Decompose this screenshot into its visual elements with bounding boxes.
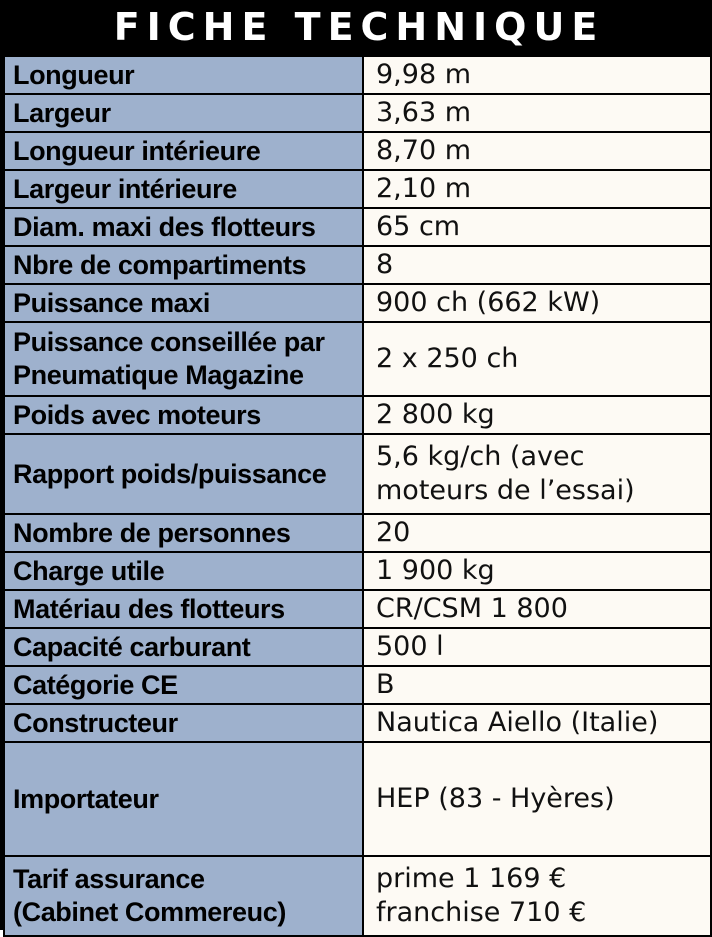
spec-value: 2,10 m (363, 170, 711, 208)
spec-row-rapport-poids-puissance (4, 434, 711, 514)
spec-row-poids (4, 396, 711, 434)
spec-row-largeur-interieure (4, 170, 711, 208)
spec-row-longueur (4, 56, 711, 94)
spec-label: Capacité carburant (4, 628, 363, 666)
spec-row-puissance-maxi (4, 284, 711, 322)
spec-value: 65 cm (363, 208, 711, 246)
spec-row-longueur-interieure (4, 132, 711, 170)
spec-value: 900 ch (662 kW) (363, 284, 711, 322)
spec-row-compartiments (4, 246, 711, 284)
spec-row-importateur (4, 742, 711, 856)
spec-row-largeur (4, 94, 711, 132)
spec-label: Importateur (4, 742, 363, 856)
spec-value: 5,6 kg/ch (avec moteurs de l’essai) (363, 434, 711, 514)
sheet-title: FICHE TECHNIQUE (0, 0, 712, 53)
spec-value: 8 (363, 246, 711, 284)
spec-value: 9,98 m (363, 56, 711, 94)
spec-row-categorie-ce (4, 666, 711, 704)
spec-value: CR/CSM 1 800 (363, 590, 711, 628)
spec-row-personnes (4, 514, 711, 552)
spec-row-diametre-flotteurs (4, 208, 711, 246)
spec-label: Tarif assurance (Cabinet Commereuc) (4, 856, 363, 936)
spec-value: 20 (363, 514, 711, 552)
spec-row-charge-utile (4, 552, 711, 590)
spec-row-materiau (4, 590, 711, 628)
spec-row-puissance-conseillee (4, 322, 711, 396)
spec-row-carburant (4, 628, 711, 666)
spec-value: 2 x 250 ch (363, 322, 711, 396)
spec-label: Nombre de personnes (4, 514, 363, 552)
spec-label: Matériau des flotteurs (4, 590, 363, 628)
spec-value: 500 l (363, 628, 711, 666)
spec-row-constructeur (4, 704, 711, 742)
spec-label: Largeur intérieure (4, 170, 363, 208)
spec-label: Longueur (4, 56, 363, 94)
spec-label: Rapport poids/puissance (4, 434, 363, 514)
spec-label: Catégorie CE (4, 666, 363, 704)
spec-label: Puissance conseillée par Pneumatique Magazine (4, 322, 363, 396)
spec-label: Longueur intérieure (4, 132, 363, 170)
spec-row-tarif-assurance (4, 856, 711, 936)
spec-label: Charge utile (4, 552, 363, 590)
spec-value: B (363, 666, 711, 704)
spec-label: Diam. maxi des flotteurs (4, 208, 363, 246)
spec-value: HEP (83 - Hyères) (363, 742, 711, 856)
spec-label: Puissance maxi (4, 284, 363, 322)
spec-value: 1 900 kg (363, 552, 711, 590)
spec-label: Poids avec moteurs (4, 396, 363, 434)
spec-label: Nbre de compartiments (4, 246, 363, 284)
spec-value: 8,70 m (363, 132, 711, 170)
spec-label: Largeur (4, 94, 363, 132)
spec-label: Constructeur (4, 704, 363, 742)
spec-value: 3,63 m (363, 94, 711, 132)
spec-value: Nautica Aiello (Italie) (363, 704, 711, 742)
spec-value: 2 800 kg (363, 396, 711, 434)
spec-value: prime 1 169 € franchise 710 € (363, 856, 711, 936)
spec-table (3, 55, 712, 937)
